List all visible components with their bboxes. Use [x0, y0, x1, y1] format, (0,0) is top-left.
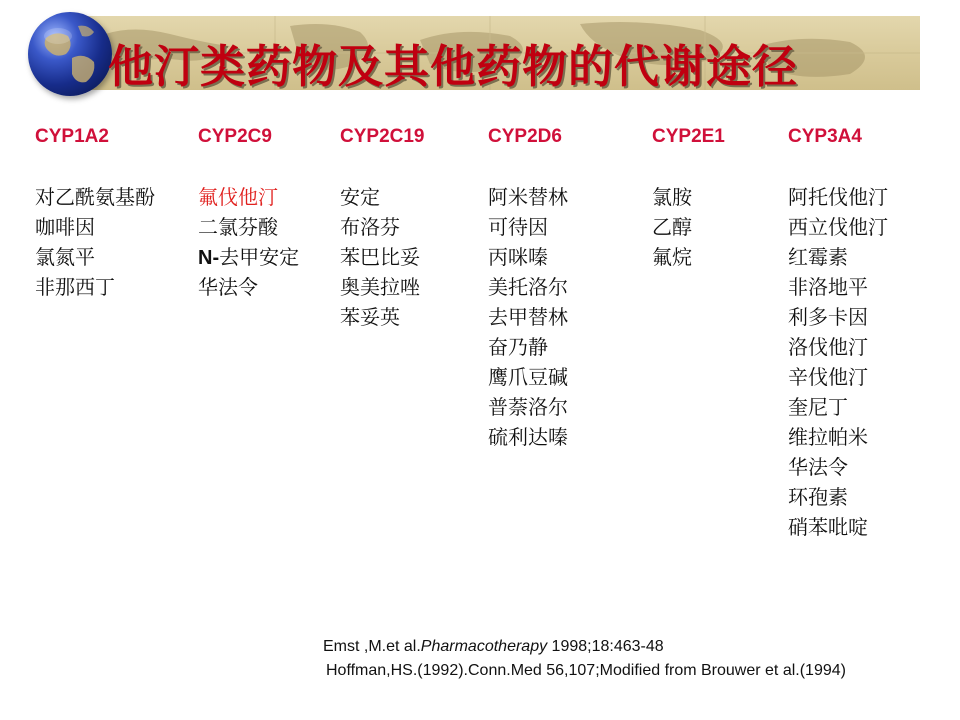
drug-item: 硫利达嗪 — [488, 425, 568, 449]
drug-item: N-去甲安定 — [198, 245, 300, 269]
drug-item: 非那西丁 — [35, 275, 115, 299]
drug-item: 氯胺 — [652, 185, 692, 209]
drug-item: 奥美拉唑 — [340, 275, 420, 299]
column-header: CYP3A4 — [788, 126, 862, 147]
column-header: CYP2C19 — [340, 126, 425, 147]
reference-2: Hoffman,HS.(1992).Conn.Med 56,107;Modified from Brouwer et al.(1994) — [326, 662, 846, 679]
drug-item: 氯氮平 — [35, 245, 95, 269]
drug-item: 维拉帕米 — [788, 425, 868, 449]
drug-item: 环孢素 — [788, 485, 848, 509]
column-header: CYP2D6 — [488, 126, 562, 147]
drug-item: 二氯芬酸 — [198, 215, 278, 239]
column-cyp2c9 — [198, 122, 299, 302]
column-cyp1a2 — [35, 122, 155, 302]
drug-item: 华法令 — [788, 455, 848, 479]
reference-1-journal: Pharmacotherapy — [420, 638, 548, 655]
column-cyp2d6 — [488, 122, 568, 452]
drug-item: 可待因 — [488, 215, 548, 239]
reference-1 — [323, 638, 664, 656]
drug-item: 对乙酰氨基酚 — [35, 185, 155, 209]
column-header: CYP1A2 — [35, 126, 109, 147]
drug-item: 西立伐他汀 — [788, 215, 888, 239]
drug-item: 鹰爪豆碱 — [488, 365, 568, 389]
drug-item: 安定 — [340, 185, 380, 209]
column-cyp3a4 — [788, 122, 888, 542]
drug-item: 华法令 — [198, 275, 258, 299]
column-header: CYP2C9 — [198, 126, 272, 147]
page-title: 他汀类药物及其他药物的代谢途径 — [108, 40, 799, 93]
drug-item: 美托洛尔 — [488, 275, 568, 299]
drug-item: 奎尼丁 — [788, 395, 848, 419]
drug-item: 奋乃静 — [488, 335, 548, 359]
drug-item: 红霉素 — [788, 245, 848, 269]
drug-item: 去甲替林 — [488, 305, 568, 329]
drug-item: 阿米替林 — [488, 185, 568, 209]
drug-item: 苯巴比妥 — [340, 245, 420, 269]
drug-item: 硝苯吡啶 — [788, 515, 868, 539]
drug-item: 布洛芬 — [340, 215, 400, 239]
drug-item: 普萘洛尔 — [488, 395, 568, 419]
drug-item: 利多卡因 — [788, 305, 868, 329]
drug-item-highlighted: 氟伐他汀 — [198, 185, 278, 209]
column-header: CYP2E1 — [652, 126, 725, 147]
globe-icon — [28, 12, 112, 96]
drug-item: 苯妥英 — [340, 305, 400, 329]
column-cyp2c19 — [340, 122, 425, 332]
drug-item: 阿托伐他汀 — [788, 185, 888, 209]
drug-item: 咖啡因 — [35, 215, 95, 239]
drug-item: 乙醇 — [652, 215, 692, 239]
drug-item: 辛伐他汀 — [788, 365, 868, 389]
drug-item: 氟烷 — [652, 245, 692, 269]
drug-item: 洛伐他汀 — [788, 335, 868, 359]
drug-item: 丙咪嗪 — [488, 245, 548, 269]
drug-item: 非洛地平 — [788, 275, 868, 299]
reference-1-author: Emst ,M.et al. — [323, 638, 421, 655]
column-cyp2e1 — [652, 122, 725, 272]
reference-1-citation: 1998;18:463-48 — [547, 638, 664, 655]
drug-prefix: N- — [198, 247, 220, 269]
